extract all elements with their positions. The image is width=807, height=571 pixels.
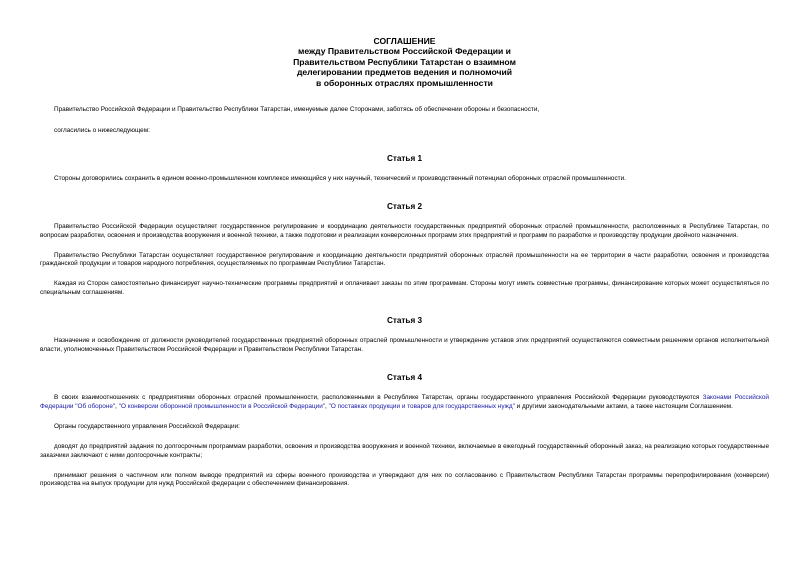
title-line: между Правительством Российской Федерации и — [298, 46, 511, 57]
article-paragraph: Каждая из Сторон самостоятельно финансирует научно-технические программы предприятий и оплачивает заказы по этим программам. Стороны могут иметь совместные программы, финансирование которых может осуществляться по специальным соглашениям. — [40, 280, 769, 297]
article-paragraph: доводят до предприятий задания по долгосрочным программам разработки, освоения и производства вооружения и военной техники, включаемые в ежегодный государственный оборонный заказ, на реализацию которых государственные заказчики заключают с ними долгосрочные контракты; — [40, 442, 769, 459]
article-heading: Статья 3 — [386, 316, 423, 326]
title-line: Правительством Республики Татарстан о взаимном — [293, 56, 516, 67]
law-link-defense[interactable]: Законами Российской Федерации "Об обороне" — [40, 394, 769, 410]
article-paragraph: Назначение и освобождение от должности руководителей государственных предприятий оборонных отраслей промышленности и утверждение уставов этих предприятий осуществляются совместным решением органов исполнительной власти, уполномоченных Правительством Российской Федерации и Правительством Республики Татарстан. — [40, 337, 769, 354]
paragraph-text: В своих взаимоотношениях с предприятиями оборонных отраслей промышленности, расположенными в Республике Татарстан, органы государственного управления Российской Федерации руководствуются — [54, 394, 703, 401]
law-link-conversion[interactable]: "О конверсии оборонной промышленности в Российской Федерации" — [118, 402, 326, 410]
article-paragraph: Органы государственного управления Российской Федерации: — [54, 422, 240, 430]
intro-paragraph: Правительство Российской Федерации и Правительство Республики Татарстан, именуемые далее Сторонами, заботясь об обеспечении обороны и безопасности, — [54, 106, 540, 114]
article-paragraph — [40, 394, 769, 412]
title-line: СОГЛАШЕНИЕ — [373, 36, 436, 46]
separator: , — [115, 402, 119, 410]
law-link-supplies[interactable]: "О поставках продукции и товаров для государственных нужд" — [328, 402, 515, 410]
intro-paragraph: согласились о нижеследующем: — [54, 126, 150, 134]
title-line: делегировании предметов ведения и полномочий — [296, 67, 513, 78]
article-paragraph: Правительство Российской Федерации осуществляет государственное регулирование и координацию деятельности государственных предприятий оборонных отраслей промышленности, расположенных в Республике Татарстан, по вопросам разработки, освоения и производства вооружения и военной техники, а также подготовки и реализации конверсионных программ этих предприятий и программ по разработке и производству продукции двойного назначения. — [40, 222, 769, 239]
article-paragraph: Стороны договорились сохранить в едином военно-промышленном комплексе имеющийся у них научный, технический и производственный потенциал оборонных отраслей промышленности. — [54, 174, 626, 182]
article-paragraph: принимают решения о частичном или полном выводе предприятий из сферы военного производства и утверждают для них по согласованию с Правительством Республики Татарстан программы перепрофилирования (конверсии) производства на выпуск продукции для нужд Российской федерации с обеспечением финансирования. — [40, 471, 769, 488]
article-heading: Статья 4 — [386, 373, 423, 382]
title-line: в оборонных отраслях промышленности — [316, 77, 493, 88]
separator: , — [325, 402, 329, 410]
article-heading: Статья 2 — [386, 201, 423, 211]
article-heading: Статья 1 — [386, 153, 423, 163]
paragraph-text: и другими законодательными актами, а также настоящим Соглашением. — [514, 402, 733, 410]
document-title — [40, 36, 769, 88]
article-paragraph: Правительство Республики Татарстан осуществляет государственное регулирование и координацию деятельности предприятий оборонных отраслей промышленности на ее территории в части разработки, освоения и производства гражданской продукции и товаров народного потребления, осуществляемых по программам Республики Татарстан. — [40, 251, 769, 268]
